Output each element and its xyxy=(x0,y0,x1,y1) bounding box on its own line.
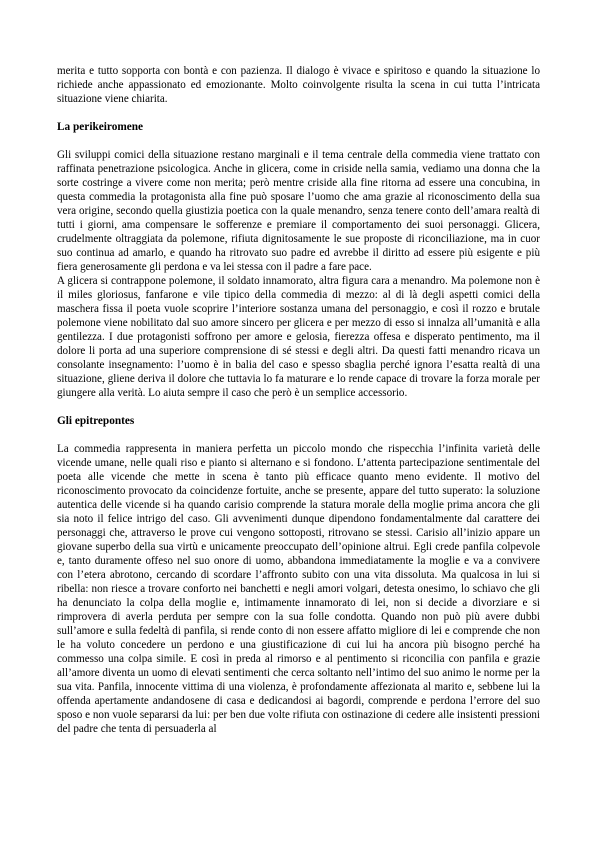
paragraph-perikeiromene-1: Gli sviluppi comici della situazione restano marginali e il tema centrale della commedia viene trattato con raffinata penetrazione psicologica. Anche in glicera, come in criside nella samia, vediamo una donna che la sorte costringe a vivere come non merita; però mentre criside alla fine ritorna ad essere una concubina, in questa commedia la protagonista alla fine può sposare l’uomo che ama grazie al riconoscimento della sua vera origine, secondo quella giustizia poetica con la quale menandro, senza tenere conto dell’amara realtà di tutti i giorni, ama compensare le sofferenze e premiare il comportamento dei suoi personaggi. Glicera, crudelmente oltraggiata da polemone, rifiuta dignitosamente le sue proposte di riconciliazione, ma in cuor suo continua ad amarlo, e quando ha ritrovato suo padre ed avrebbe il diritto ad essere più esigente e più fiera generosamente gli perdona e va lei stessa con il padre a fare pace. xyxy=(57,149,540,273)
paragraph-intro: merita e tutto sopporta con bontà e con pazienza. Il dialogo è vivace e spiritoso e quando la situazione lo richiede anche appassionato ed emozionante. Molto coinvolgente risulta la scena in cui tutta l’intricata situazione viene chiarita. xyxy=(57,65,540,105)
document-page xyxy=(57,64,540,736)
section-heading-perikeiromene: La perikeiromene xyxy=(57,121,144,133)
section-heading-epitrepontes: Gli epitrepontes xyxy=(57,415,135,427)
paragraph-perikeiromene-2: A glicera si contrappone polemone, il soldato innamorato, altra figura cara a menandro. Ma polemone non è il miles gloriosus, fanfarone e vile tipico della commedia di mezzo: al di là degli aspetti comici della maschera fissa il poeta vuole scoprire l’interiore sostanza umana del personaggio, e così il rozzo e brutale polemone viene nobilitato dal suo amore sincero per glicera e per mezzo di esso si innalza all’umanità e alla gentilezza. I due protagonisti soffrono per amore e gelosia, fierezza offesa e disperato pentimento, ma il dolore li porta ad una superiore comprensione di sé stessi e degli altri. Da questi fatti menandro ricava un consolante insegnamento: l’uomo è in balia del caso e spesso sbaglia perché ignora l’esatta realtà di una situazione, gliene deriva il dolore che tuttavia lo fa maturare e lo rende capace di trovare la forza morale per giungere alla verità. Lo aiuta sempre il caso che però è un semplice accessorio. xyxy=(57,275,540,399)
paragraph-epitrepontes-1: La commedia rappresenta in maniera perfetta un piccolo mondo che rispecchia l’infinita varietà delle vicende umane, nelle quali riso e pianto si alternano e si fondono. L’attenta partecipazione sentimentale del poeta alle vicende che mette in scena è tanto più efficace quanto meno evidente. Il motivo del riconoscimento provocato da coincidenze fortuite, anche se presente, appare del tutto superato: la soluzione autentica delle vicende si ha quando carisio comprende la statura morale della moglie prima ancora che gli sia noto il felice intrigo del caso. Gli avvenimenti dunque dipendono fondamentalmente dal carattere dei personaggi che, attraverso le prove cui vengono sottoposti, ritrovano se stessi. Carisio all’inizio appare un giovane superbo della sua virtù e unicamente preoccupato dell’opinione altrui. Egli crede panfila colpevole e, tanto duramente offeso nel suo onore di uomo, abbandona immediatamente la moglie e va a convivere con l’etera abrotono, cercando di scordare l’affronto subito con una vita dissoluta. Ma qualcosa in lui si ribella: non riesce a trovare conforto nei banchetti e negli amori volgari, detesta onesimo, lo schiavo che gli ha denunciato la colpa della moglie e, intimamente innamorato di lei, non si decide a divorziare e si rimprovera di averla perduta per sempre con la sua folle condotta. Quando non può più avere dubbi sull’amore e sulla fedeltà di panfila, si rende conto di non essere affatto migliore di lei e comprende che non le ha voluto concedere un perdono e una giustificazione di cui lui ha ancora più bisogno perché ha commesso una colpa simile. E così in preda al rimorso e al pentimento si riconcilia con panfila e grazie all’amore diventa un uomo di elevati sentimenti che cerca soltanto nell’intimo del suo animo le norme per la sua vita. Panfila, innocente vittima di una violenza, è profondamente affezionata al marito e, sebbene lui la offenda apertamente andandosene di casa e dedicandosi ai bagordi, comprende e perdona l’errore del suo sposo e non vuole separarsi da lui: per ben due volte rifiuta con ostinazione di cedere alle insistenti pressioni del padre che tenta di persuaderla al xyxy=(57,443,540,735)
